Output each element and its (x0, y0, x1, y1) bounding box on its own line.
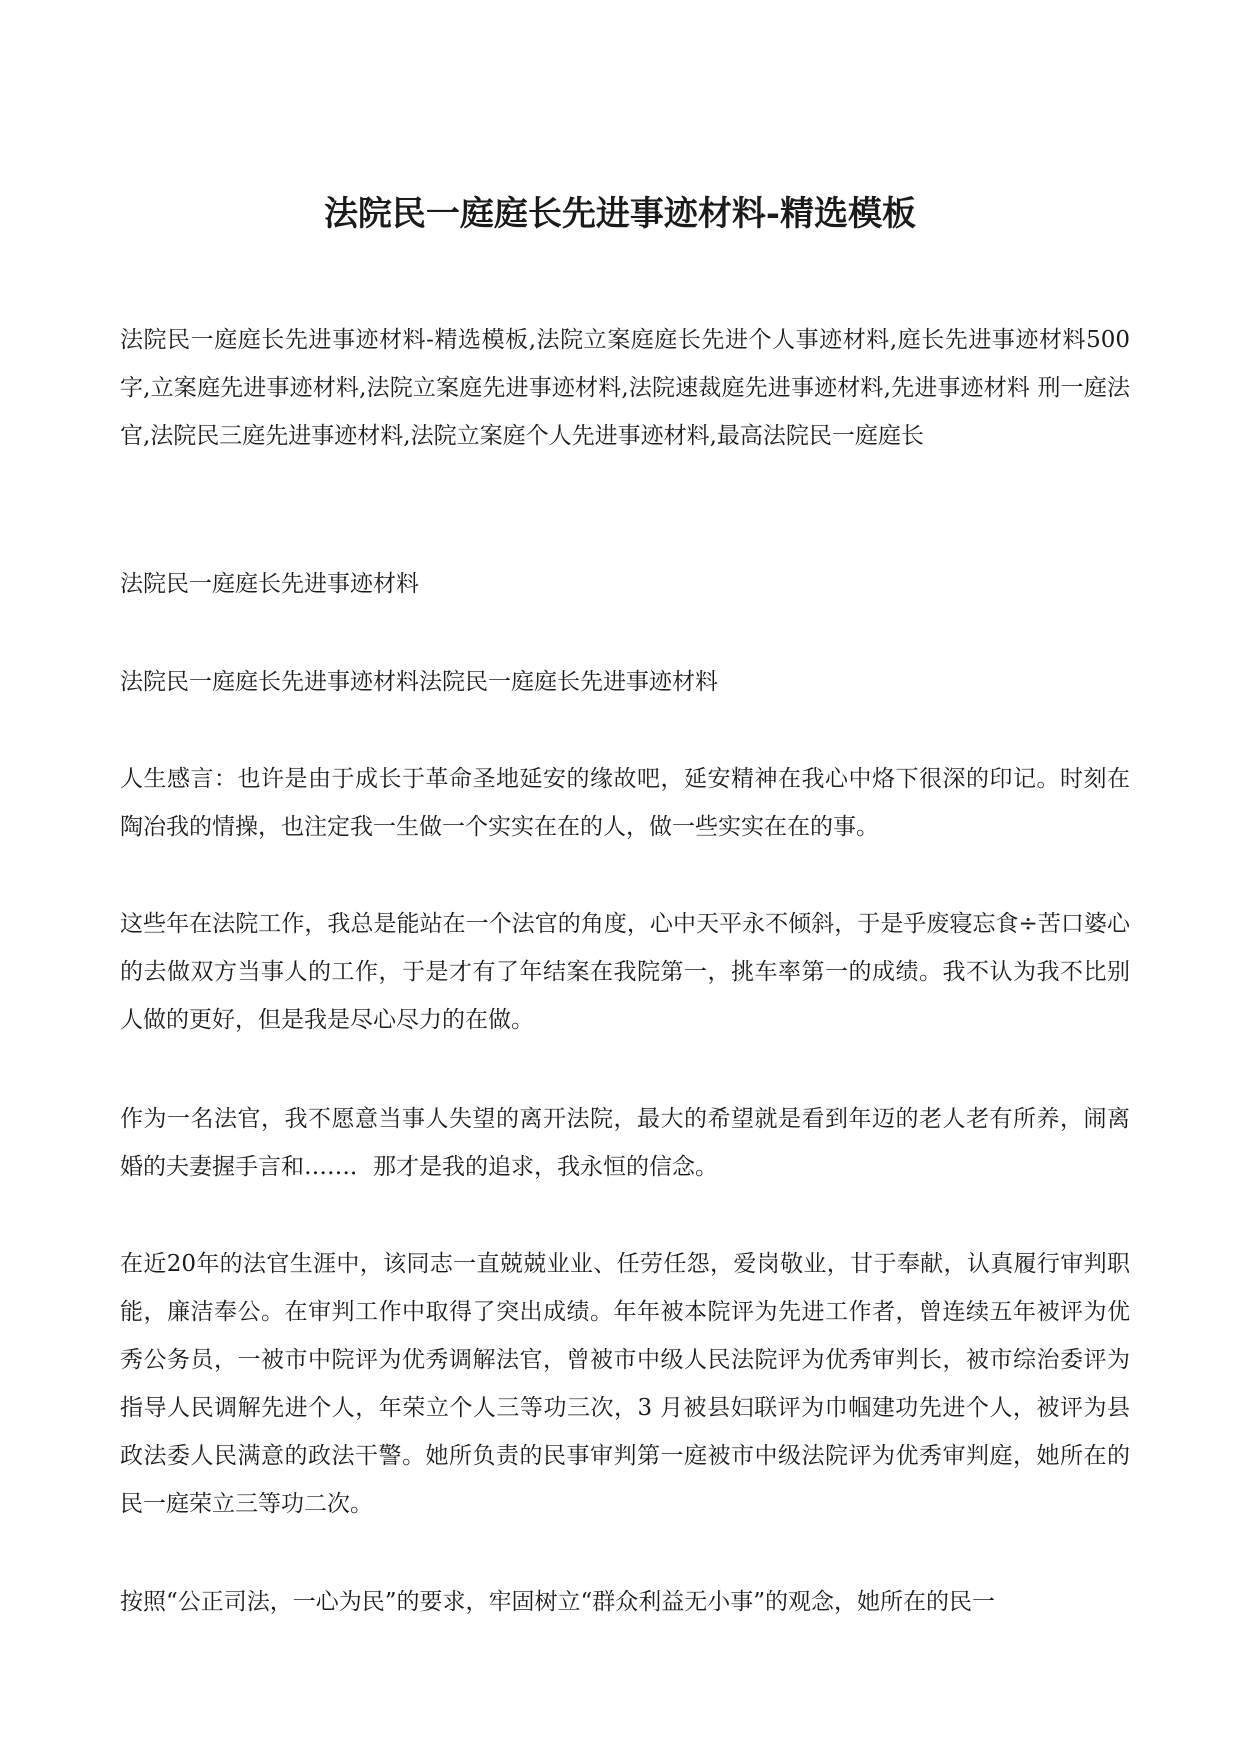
paragraph-court-work: 这些年在法院工作，我总是能站在一个法官的角度，心中天平永不倾斜，于是乎废寝忘食÷苦口婆心的去做双方当事人的工作，于是才有了年结案在我院第一，挑车率第一的成绩。我不认为我不比别人做的更好，但是我是尽心尽力的在做。 (120, 911, 1130, 1033)
paragraph-heading: 法院民一庭庭长先进事迹材料 (120, 571, 419, 597)
paragraph-heading-repeat: 法院民一庭庭长先进事迹材料法院民一庭庭长先进事迹材料 (120, 669, 718, 695)
paragraph-keywords: 法院民一庭庭长先进事迹材料-精选模板,法院立案庭庭长先进个人事迹材料,庭长先进事迹材料500字,立案庭先进事迹材料,法院立案庭先进事迹材料,法院速裁庭先进事迹材料,先进事迹材料 刑一庭法官,法院民三庭先进事迹材料,法院立案庭个人先进事迹材料,最高法院民一庭庭长 (120, 327, 1130, 449)
paragraph-judge-belief: 作为一名法官，我不愿意当事人失望的离开法院，最大的希望就是看到年迈的老人老有所养，闹离婚的夫妻握手言和……．那才是我的追求，我永恒的信念。 (120, 1106, 1130, 1180)
document-title: 法院民一庭庭长先进事迹材料-精选模板 (323, 194, 917, 234)
paragraph-justice-for-people: 按照“公正司法，一心为民”的要求，牢固树立“群众利益无小事”的观念，她所在的民一 (120, 1589, 996, 1615)
paragraph-life-motto: 人生感言：也许是由于成长于革命圣地延安的缘故吧，延安精神在我心中烙下很深的印记。时刻在陶冶我的情操，也注定我一生做一个实实在在的人，做一些实实在在的事。 (120, 766, 1130, 840)
paragraph-career-achievements: 在近20年的法官生涯中，该同志一直兢兢业业、任劳任怨，爱岗敬业，甘于奉献，认真履行审判职能，廉洁奉公。在审判工作中取得了突出成绩。年年被本院评为先进工作者，曾连续五年被评为优秀公务员，一被市中院评为优秀调解法官，曾被市中级人民法院评为优秀审判长，被市综治委评为指导人民调解先进个人，年荣立个人三等功三次，3 月被县妇联评为巾帼建功先进个人，被评为县政法委人民满意的政法干警。她所负责的民事审判第一庭被市中级法院评为优秀审判庭，她所在的民一庭荣立三等功二次。 (120, 1251, 1130, 1517)
